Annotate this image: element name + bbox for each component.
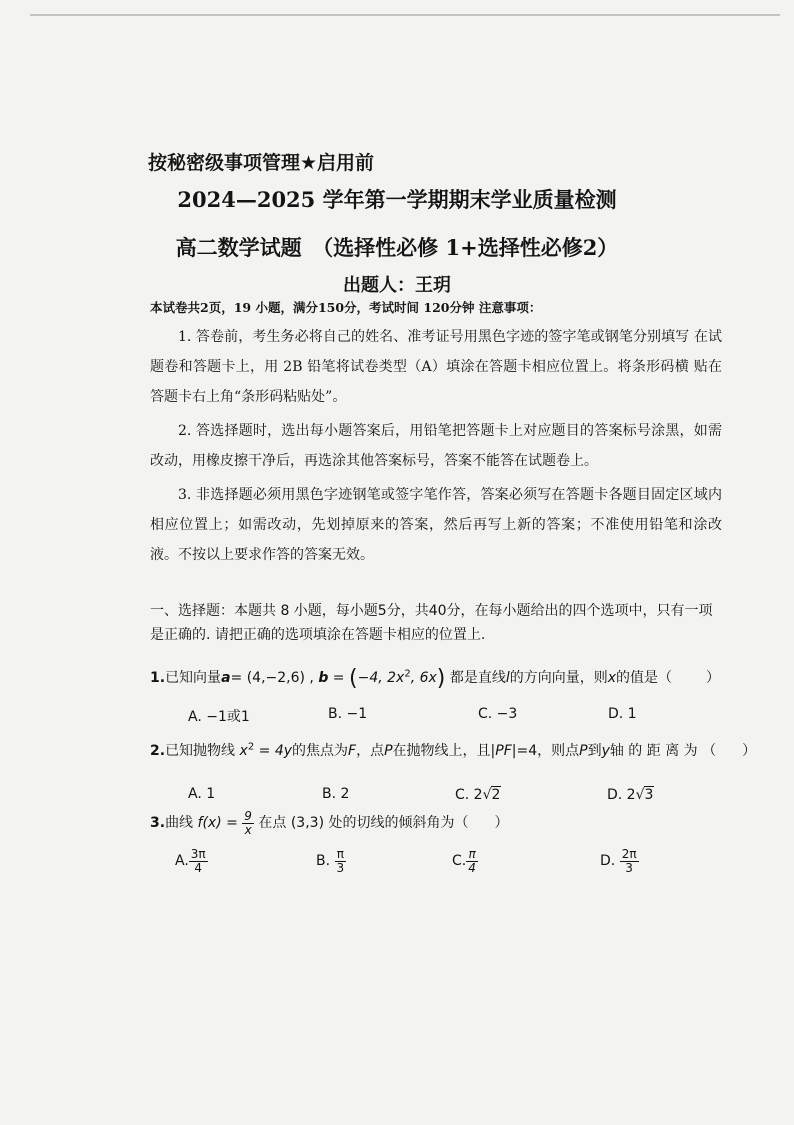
q2-option-d: D. 2√3	[607, 787, 654, 803]
question-number: 3.	[150, 815, 166, 832]
q2-option-c: C. 2√2	[455, 787, 501, 803]
fraction-num: π	[466, 848, 478, 862]
fraction-den: 3	[625, 860, 633, 875]
radicand: 2	[491, 787, 501, 803]
question-text: 的焦点为	[292, 743, 349, 759]
option-label: C.	[452, 853, 467, 870]
q2-option-a: A. 1	[188, 786, 216, 802]
math-expr: = 4y	[254, 743, 293, 759]
math-expr: −4, 2x	[357, 670, 405, 686]
question-text: 的值是（	[616, 670, 673, 686]
math-paren: (	[349, 666, 358, 691]
section-1-heading: 一、选择题：本题共 8 小题，每小题5分，共40分，在每小题给出的四个选项中，只有一项是正确的. 请把正确的选项填涂在答题卡相应的位置上.	[150, 603, 713, 643]
math-var: x	[607, 670, 617, 686]
question-3	[150, 810, 508, 836]
math-expr: |PF|	[490, 743, 517, 759]
fraction-den: 4	[468, 860, 476, 875]
fraction	[242, 810, 254, 836]
question-text: 在抛物线上，且	[392, 743, 491, 759]
option-label: D.	[600, 853, 616, 870]
question-number: 2.	[150, 743, 166, 759]
question-text: 的方向向量，则	[509, 670, 608, 686]
fraction-num: π	[335, 848, 347, 862]
q1-option-a: A. −1或1	[188, 709, 250, 725]
fraction-num: 9	[244, 809, 252, 823]
fraction-num: 3π	[190, 847, 206, 861]
math-paren: )	[436, 666, 446, 691]
instruction-item-1	[150, 322, 722, 412]
math-var: a	[221, 670, 231, 686]
fraction-den: 4	[194, 860, 203, 875]
fraction-den: x	[244, 822, 252, 837]
question-text: 在点 (3,3) 处的切线的倾斜角为（	[253, 815, 469, 832]
radicand: 3	[644, 787, 654, 803]
math-var: b	[318, 670, 329, 686]
secret-notice: 按秘密级事项管理★启用前	[148, 152, 375, 174]
q2-option-b: B. 2	[322, 786, 350, 802]
option-label: C. 2	[455, 787, 483, 803]
math-expr: =	[328, 670, 349, 686]
question-text: 曲线	[165, 815, 198, 832]
question-text: 已知抛物线	[165, 743, 240, 759]
math-var: y	[601, 743, 610, 759]
q3-option-b	[316, 848, 346, 874]
math-var: P	[579, 743, 588, 759]
question-text: ，点	[356, 743, 385, 759]
option-label: A.	[175, 853, 189, 870]
exam-author: 出题人：王玥	[343, 275, 451, 296]
option-label: D. 2	[607, 787, 636, 803]
instructions-intro: 本试卷共2页，19 小题，满分150分，考试时间 120分钟 注意事项：	[150, 300, 542, 315]
question-1	[150, 666, 720, 691]
fraction-den: 3	[336, 860, 345, 875]
math-sup: 2	[404, 668, 411, 680]
question-text: ）	[742, 743, 757, 759]
math-expr: = (4,−2,6) ,	[230, 670, 314, 686]
math-sup: 2	[247, 741, 255, 753]
question-text: 到	[587, 743, 602, 759]
question-text: 已知向量	[165, 670, 222, 686]
scan-edge-line	[30, 14, 780, 16]
exam-title: 2024—2025 学年第一学期期末学业质量检测	[177, 187, 617, 212]
math-var: l	[505, 670, 510, 686]
math-var: P	[384, 743, 393, 759]
math-var: x	[239, 743, 248, 759]
question-text: =4，则点	[516, 743, 580, 759]
question-text: 都是直线	[445, 670, 506, 686]
question-text: ）	[494, 815, 509, 832]
q3-option-a	[175, 848, 208, 874]
q1-option-d: D. 1	[608, 706, 637, 722]
question-number: 1.	[150, 670, 166, 686]
q1-option-b: B. −1	[328, 706, 368, 722]
instruction-item-3	[150, 480, 722, 570]
question-text: ）	[706, 670, 721, 686]
instruction-item-2	[150, 416, 722, 476]
option-label: B.	[316, 853, 331, 870]
fraction	[466, 848, 478, 874]
fraction	[620, 848, 639, 874]
fraction	[335, 848, 347, 874]
fraction	[189, 848, 208, 874]
instruction-item-3-text: 3. 非选择题必须用黑色字迹钢笔或签字笔作答，答案必须写在答题卡各题目固定区域内相应位置上；如需改动，先划掉原来的答案，然后再写上新的答案；不准使用铅笔和涂改液。不按以上要求作答的答案无效。	[150, 487, 722, 563]
question-text: 轴 的 距 离 为 （	[609, 743, 717, 759]
q3-option-c	[452, 848, 478, 874]
q3-option-d	[600, 848, 639, 874]
instruction-item-1-text: 1. 答卷前，考生务必将自己的姓名、准考证号用黑色字迹的签字笔或钢笔分别填写 在试题卷和答题卡上，用 2B 铅笔将试卷类型（A）填涂在答题卡相应位置上。将条形码横 贴在答题卡右上角“条形码粘贴处”。	[150, 329, 722, 405]
math-expr: , 6x	[410, 670, 437, 686]
math-expr: f(x) =	[197, 815, 243, 832]
instruction-item-2-text: 2. 答选择题时，选出每小题答案后，用铅笔把答题卡上对应题目的答案标号涂黑，如需改动，用橡皮擦干净后，再选涂其他答案标号，答案不能答在试题卷上。	[150, 423, 722, 469]
question-2	[150, 740, 756, 760]
fraction-num: 2π	[621, 847, 637, 861]
math-var: F	[348, 743, 357, 759]
q1-option-c: C. −3	[478, 706, 518, 722]
exam-subtitle: 高二数学试题 （选择性必修 1+选择性必修2）	[175, 235, 619, 260]
